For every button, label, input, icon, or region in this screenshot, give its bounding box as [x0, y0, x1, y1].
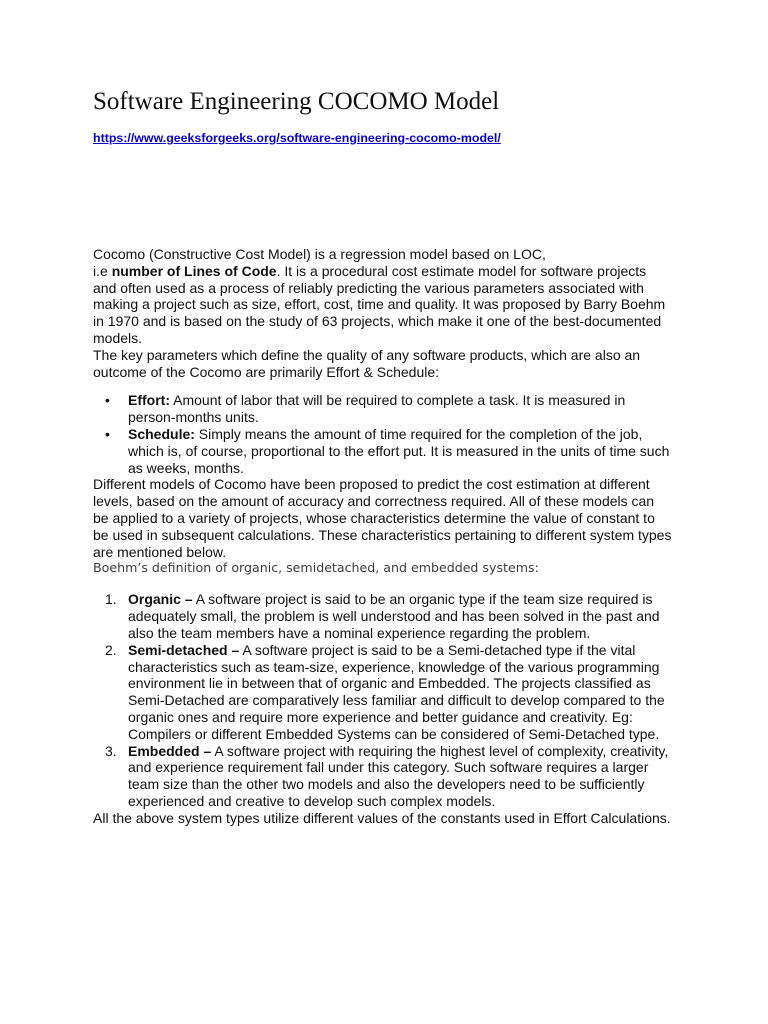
list-item-organic: [105, 591, 673, 641]
type-term: Embedded –: [128, 742, 212, 759]
type-text: A software project with requiring the highest level of complexity, creativity, and experience requirement fall under this category. Such software requires a larger team size than the other two models and also the developers need to be sufficiently experienced and creative to develop such complex models.: [128, 742, 669, 809]
parameter-list: [93, 392, 673, 476]
intro-line-1: Cocomo (Constructive Cost Model) is a regression model based on LOC,: [93, 246, 546, 262]
list-item-effort: [105, 392, 673, 426]
list-number: 1.: [105, 591, 117, 608]
type-term: Organic –: [128, 591, 193, 608]
section-subheading: Boehm’s definition of organic, semidetached, and embedded systems:: [93, 560, 539, 576]
intro-ie-prefix: i.e: [93, 262, 112, 279]
list-item-schedule: [105, 425, 673, 476]
key-params-paragraph: The key parameters which define the quality of any software products, which are also an outcome of the Cocomo are primarily Effort & Schedule:: [93, 346, 641, 380]
bullet-marker: •: [105, 425, 110, 442]
list-number: 2.: [105, 641, 117, 658]
list-number: 3.: [105, 742, 117, 759]
list-item-semi-detached: [105, 641, 673, 743]
intro-paragraph: [93, 246, 673, 347]
document-body: [93, 246, 673, 827]
list-item-embedded: [105, 742, 673, 810]
bullet-term: Effort:: [128, 392, 170, 409]
bullet-marker: •: [105, 392, 110, 409]
bullet-text: Amount of labor that will be required to complete a task. It is measured in person-months units.: [128, 392, 626, 426]
type-text: A software project is said to be a Semi-detached type if the vital characteristics such as team-size, experience, knowledge of the various programming environment lie in between that of organic and Embedded. The projects classified as Semi-Detached are comparatively less familiar and difficult to develop compared to the organic ones and require more experience and better guidance and creativity. Eg: Compilers or different Embedded Systems can be considered of Semi-Detached type.: [128, 641, 665, 742]
bullet-term: Schedule:: [128, 425, 195, 442]
type-term: Semi-detached –: [128, 641, 240, 658]
source-link[interactable]: https://www.geeksforgeeks.org/software-engineering-cocomo-model/: [93, 131, 501, 145]
page-title: Software Engineering COCOMO Model: [93, 88, 500, 115]
intro-ie-bold: number of Lines of Code: [111, 262, 277, 279]
intro-rest: . It is a procedural cost estimate model for software projects and often used as a process of reliably predicting the various parameters associated with making a project such as size, effort, cost, time and quality. It was proposed by Barry Boehm in 1970 and is based on the study of 63 projects, which make it one of the best-documented models.: [93, 262, 666, 346]
system-types-list: [93, 591, 673, 809]
models-paragraph: Different models of Cocomo have been proposed to predict the cost estimation at different levels, based on the amount of accuracy and correctness required. All of these models can be applied to a variety of projects, whose characteristics determine the value of constant to be used in subsequent calculations. These characteristics pertaining to different system types are mentioned below.: [93, 476, 672, 560]
closing-paragraph: All the above system types utilize different values of the constants used in Effort Calculations.: [93, 809, 671, 826]
bullet-text: Simply means the amount of time required for the completion of the job, which is, of course, proportional to the effort put. It is measured in the units of time such as weeks, months.: [128, 425, 670, 476]
type-text: A software project is said to be an organic type if the team size required is adequately small, the problem is well understood and has been solved in the past and also the team members have a nominal experience regarding the problem.: [128, 591, 660, 641]
